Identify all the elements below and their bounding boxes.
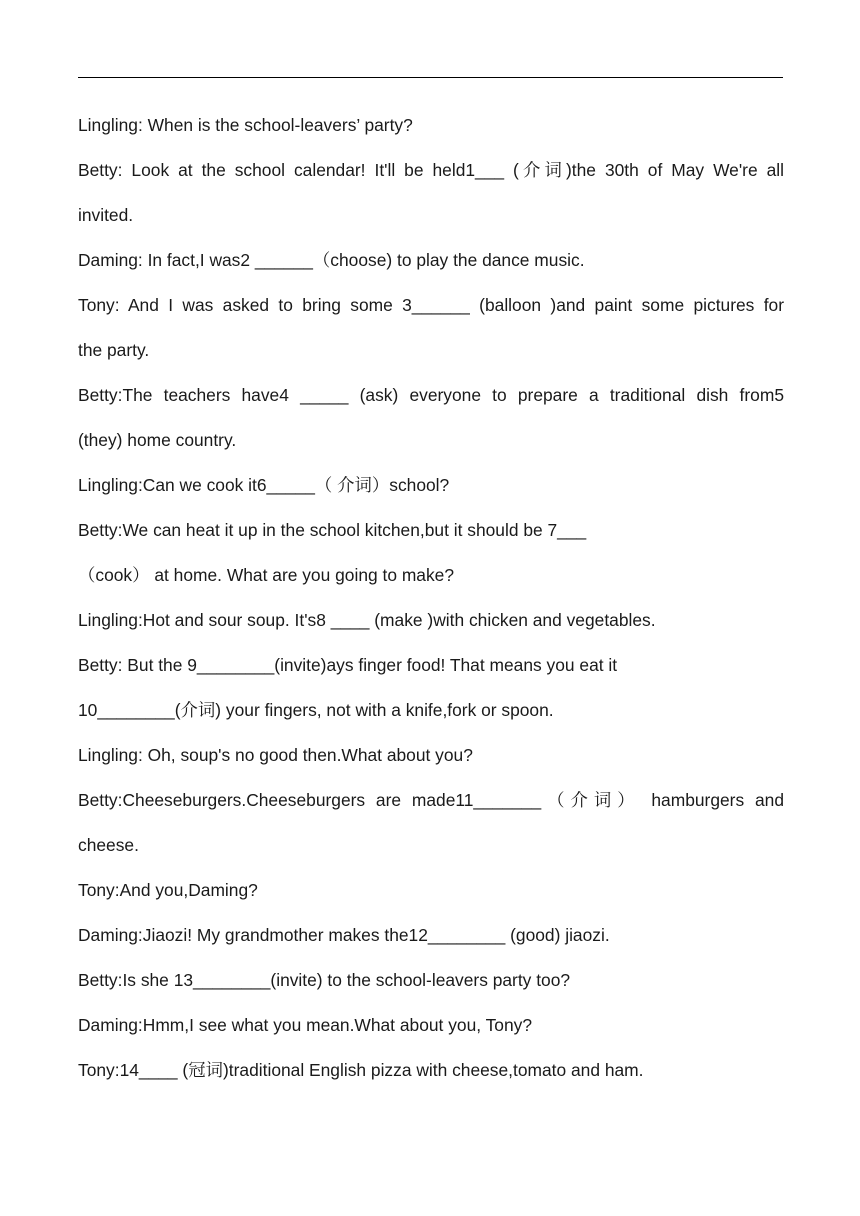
dialogue-line: Tony:14____ (冠词)traditional English pizza with cheese,tomato and ham. [78, 1060, 644, 1080]
dialogue-line: Betty:We can heat it up in the school kitchen,but it should be 7___ [78, 520, 587, 540]
header-rule [78, 77, 783, 78]
dialogue-line: (they) home country. [78, 430, 237, 450]
dialogue-line: Betty:Cheeseburgers.Cheeseburgers are made11_______（介词） hamburgers and [78, 790, 784, 810]
dialogue-line: invited. [78, 205, 134, 225]
dialogue-line: Betty: Look at the school calendar! It'll be held1___ (介词)the 30th of May We're all [78, 160, 784, 180]
dialogue-line: Lingling:Can we cook it6_____（ 介词）school? [78, 475, 450, 495]
dialogue-line: Tony: And I was asked to bring some 3______ (balloon )and paint some pictures for [78, 295, 784, 315]
dialogue-line: Daming:Jiaozi! My grandmother makes the12________ (good) jiaozi. [78, 925, 610, 945]
dialogue-line: Lingling: Oh, soup's no good then.What about you? [78, 745, 473, 765]
dialogue-line: Betty: But the 9________(invite)ays finger food! That means you eat it [78, 655, 618, 675]
dialogue-line: （cook） at home. What are you going to make? [78, 565, 455, 585]
dialogue-line: Betty:The teachers have4 _____ (ask) everyone to prepare a traditional dish from5 [78, 385, 784, 405]
dialogue-line: Daming: In fact,I was2 ______（choose) to play the dance music. [78, 250, 585, 270]
dialogue-line: Lingling:Hot and sour soup. It's8 ____ (make )with chicken and vegetables. [78, 610, 656, 630]
dialogue-line: cheese. [78, 835, 139, 855]
dialogue-line: Lingling: When is the school-leavers’ party? [78, 115, 413, 135]
dialogue-line: Betty:Is she 13________(invite) to the school-leavers party too? [78, 970, 571, 990]
dialogue-line: the party. [78, 340, 150, 360]
dialogue-line: Daming:Hmm,I see what you mean.What about you, Tony? [78, 1015, 532, 1035]
dialogue-line: Tony:And you,Daming? [78, 880, 258, 900]
dialogue-text [78, 103, 784, 1093]
dialogue-line: 10________(介词) your fingers, not with a knife,fork or spoon. [78, 700, 554, 720]
